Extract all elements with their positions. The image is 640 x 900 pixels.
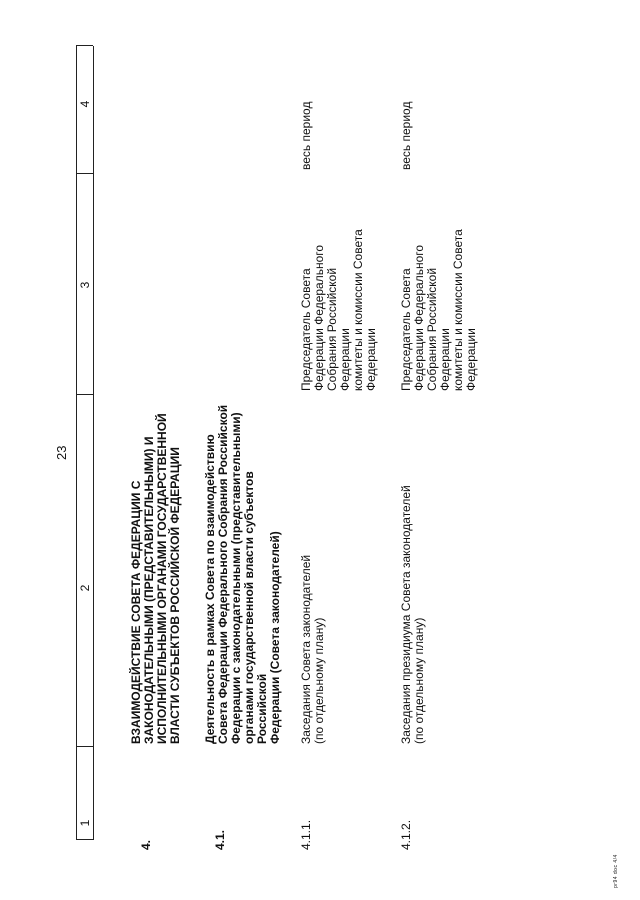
row-number: 4.: [139, 839, 153, 850]
column-divider-3-4: [76, 173, 93, 174]
row-period: весь период: [399, 101, 413, 170]
column-number-4: 4: [78, 100, 92, 108]
row-number: 4.1.1.: [299, 819, 313, 850]
header-row-border: [93, 46, 94, 840]
column-number-2: 2: [78, 584, 92, 592]
footer-code: pr94 doc 4/4: [613, 854, 619, 888]
table-right-border: [76, 45, 93, 46]
row-number: 4.1.2.: [399, 819, 413, 850]
row-title: Заседания президиума Совета законодателей (по отдельному плану): [399, 485, 426, 744]
column-number-3: 3: [78, 281, 92, 289]
table-left-border: [76, 839, 93, 840]
column-divider-1-2: [76, 746, 93, 747]
row-responsible: Председатель Совета Федерации Федерального Собрания Российской Федерации комитеты и комиссии Совета Федерации: [299, 229, 378, 391]
column-number-1: 1: [78, 819, 92, 827]
row-title: Заседания Совета законодателей (по отдельному плану): [299, 554, 326, 744]
row-title: ВЗАИМОДЕЙСТВИЕ СОВЕТА ФЕДЕРАЦИИ С ЗАКОНОДАТЕЛЬНЫМИ (ПРЕДСТАВИТЕЛЬНЫМИ) И ИСПОЛНИТЕЛЬНЫМИ ОРГАНАМИ ГОСУДАРСТВЕННОЙ ВЛАСТИ СУБЪЕКТОВ РОССИЙСКОЙ ФЕДЕРАЦИИ: [129, 413, 182, 744]
column-divider-2-3: [76, 394, 93, 395]
row-responsible: Председатель Совета Федерации Федерального Собрания Российской Федерации комитеты и комиссии Совета Федерации: [399, 229, 478, 391]
row-period: весь период: [299, 101, 313, 170]
row-number: 4.1.: [213, 829, 227, 850]
row-title: Деятельность в рамках Совета по взаимодействию Совета Федерации Федерального Собрания Российской Федерации с законодательными (представительными) органами государственной власти субъектов Российской Федерации (Совета законодателей): [203, 404, 282, 744]
page-number: 23: [54, 445, 69, 460]
table-top-border: [76, 46, 77, 840]
